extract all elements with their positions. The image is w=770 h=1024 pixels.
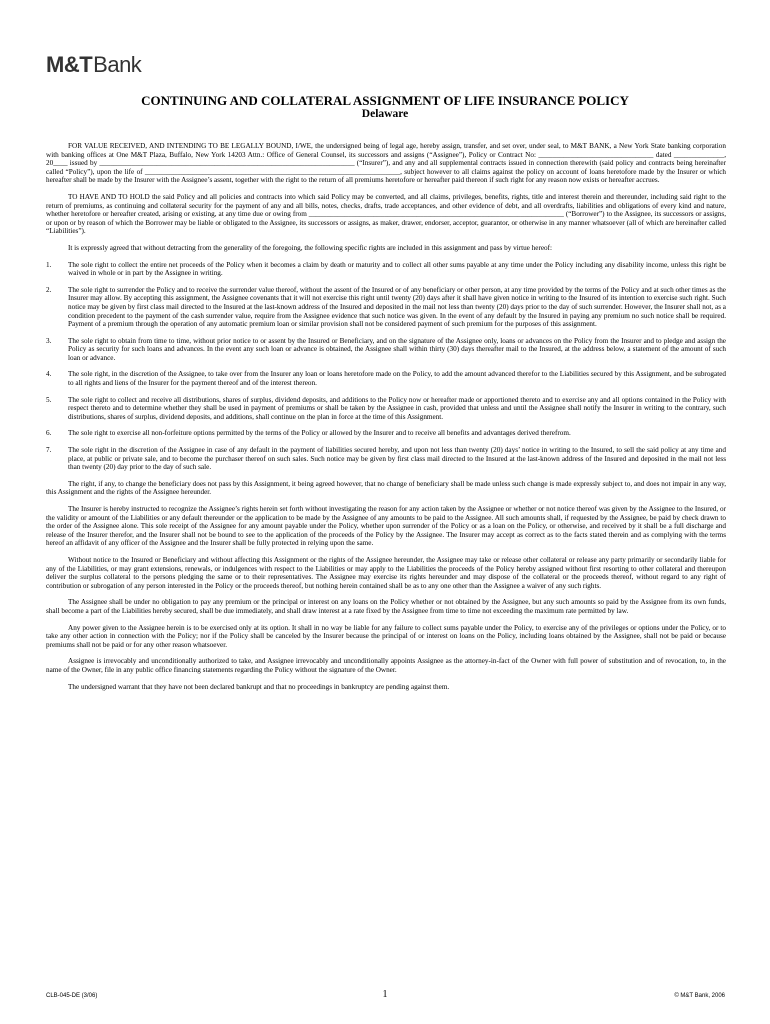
intro-paragraph-2: TO HAVE AND TO HOLD the said Policy and all policies and contracts into which said Policy may be converted, and all claims, privileges, benefits, rights, title and interest therein and thereunder, including said right to the return of premiums, as continuing and collateral security for the payment of any and all bills, notes, checks, drafts, trade acceptances, and other evidence of debt, and all overdrafts, liabilities and obligations of every kind and nature, whether heretofore or hereafter created, arising or existing, at any time due or owing from _______________________________________________________________________ (“Borrower”) to the Assignee, its successors or assigns, or upon or by reason of which the Borrower may be liable or obligated to the Assignee, its successors or assigns, as maker, drawer, endorser, acceptor, guarantor, or otherwise in any manner whatsoever (all of which are hereinafter called “Liabilities”).	[46, 192, 726, 236]
closing-paragraph-6: Assignee is irrevocably and unconditionally authorized to take, and Assignee irrevocably and unconditionally appoints Assignee as the attorney-in-fact of the Owner with full power of substitution and of revocation, to, in the name of the Owner, file in any public office financing statements regarding the Policy without the signature of the Owner.	[46, 657, 726, 674]
item-text: The sole right to surrender the Policy and to receive the surrender value thereof, without the assent of the Insured or of any beneficiary or other person, at any time provided by the terms of the Policy and at such other times as the Insurer may allow. By accepting this assignment, the Assignee covenants that it will not exercise this right until twenty (20) days after it shall have given notice in writing to the Insured of its intention to exercise such right. Such notice may be given by first class mail directed to the Insured at the last-known address of the Insured and deposited in the mail not less than twenty (20) days prior to the day of such surrender. However, the Insurer shall not, as a condition precedent to the payment of the cash surrender value, require from the Assignee evidence that such notice was given. In the event of any default by the Insured in paying any premium no such notice shall be required. Payment of a premium through the operation of any automatic premium loan or similar provision shall not be considered payment of such premium for the purposes of this assignment.	[68, 285, 726, 329]
item-text: The sole right to exercise all non-forfeiture options permitted by the terms of the Policy or allowed by the Insurer and to receive all benefits and advantages derived therefrom.	[68, 429, 571, 438]
item-text: The sole right to obtain from time to time, without prior notice to or assent by the Insured or Beneficiary, and on the signature of the Assignee only, loans or advances on the Policy from the Insurer and to pledge and assign the Policy as security for such loans and advances. In the event any such loan or advance is obtained, the Assignee shall within thirty (30) days thereafter mail to the Insured, at the address below, a statement of the amount of such loan or advance.	[68, 336, 726, 362]
rights-list	[46, 261, 726, 472]
list-item	[46, 261, 726, 278]
closing-paragraph-7: The undersigned warrant that they have not been declared bankrupt and that no proceedings in bankruptcy are pending against them.	[68, 682, 450, 691]
copyright: © M&T Bank, 2006	[674, 993, 725, 999]
item-text: The sole right in the discretion of the Assignee in case of any default in the payment of liabilities secured hereby, and upon not less than twenty (20) days’ notice in writing to the Insured, to sell the said policy at any time and place, at public or private sale, and to become the purchaser thereof on such sales. Such notice may be given by first class mail directed to the Insured at the last-known address of the Insured and deposited in the mail not less than twenty (20) day prior to the day of such sale.	[68, 446, 726, 472]
item-text: The sole right to collect the entire net proceeds of the Policy when it becomes a claim by death or maturity and to collect all other sums payable at any time under the Policy including any disability income, unless this right be waived in whole or in part by the Assignee in writing.	[68, 260, 726, 278]
list-item	[46, 370, 726, 387]
intro-paragraph-1: FOR VALUE RECEIVED, AND INTENDING TO BE LEGALLY BOUND, I/WE, the undersigned being of legal age, hereby assign, transfer, and set over, under seal, to M&T BANK, a New York State banking corporation with banking offices at One M&T Plaza, Buffalo, New York 14203 Attn.: Office of General Counsel, its successors and assigns (“Assignee”), Policy or Contract No: ________________________________ dated ______________, 20____ issued by _______________________________________________________________________ (“Insurer”), and any and all supplemental contracts issued in connection therewith (said policy and contracts being hereinafter called “Policy”), upon the life of _______________________________________________________________________, subject however to all claims against the policy on account of loans heretofore made by the Insurer or which hereafter shall be made by the Insurer with the Assignee’s assent, together with the right to the return of all premiums heretofore or hereafter paid thereon if such right for any reason now exists or hereafter accrues.	[46, 142, 726, 185]
document-title: CONTINUING AND COLLATERAL ASSIGNMENT OF LIFE INSURANCE POLICY	[141, 93, 629, 108]
list-item	[46, 396, 726, 422]
item-number: 6.	[46, 429, 52, 438]
item-number: 7.	[46, 446, 52, 455]
closing-paragraph-2: The Insurer is hereby instructed to recognize the Assignee’s rights herein set forth without investigating the reason for any action taken by the Assignee or whether or not notice thereof was given by the Assignee to the Insured, or the validity or amount of the Liabilities or any default thereunder or the application to be made by the Assignee of any amounts to be paid to the Assignee. All such amounts shall, if requested by the Assignee, be paid by check drawn to the order of the Assignee alone. This sole receipt of the Assignee for any amount payable under the Policy, whether upon surrender of the Policy or as a loan on the Policy, or otherwise, and received by it shall be a full discharge and release of the Insurer therefor, and the Insurer shall not be bound to see to the application of the proceeds of the Policy by the Assignee. The Insurer may accept as correct as to the facts stated therein and as complying with the terms hereof an affidavit of any officer of the Assignee and the Insurer shall be fully protected in relying upon the same.	[46, 505, 726, 548]
item-number: 1.	[46, 260, 52, 269]
item-text: The sole right, in the discretion of the Assignee, to take over from the Insurer any loan or loans heretofore made on the Policy, to add the amount advanced therefor to the Liabilities secured by this Assignment, and be subrogated to all rights and liens of the Insurer for the payment thereof and of the interest thereon.	[68, 370, 726, 388]
intro-paragraph-3: It is expressly agreed that without detracting from the generality of the foregoing, the following specific rights are included in this assignment and pass by virtue hereof:	[68, 243, 553, 252]
list-item	[46, 286, 726, 329]
document-body	[46, 142, 726, 699]
logo-bank: Bank	[93, 52, 142, 77]
list-item	[46, 337, 726, 363]
list-item	[46, 429, 726, 438]
logo-mt: M&T	[46, 52, 93, 77]
closing-paragraph-4: The Assignee shall be under no obligation to pay any premium or the principal or interest on any loans on the Policy whether or not obtained by the Assignee, but any such amounts so paid by the Assignee from its own funds, shall become a part of the Liabilities hereby secured, shall be due immediately, and shall draw interest at a rate fixed by the Assignee from time to time not exceeding the maximum rate permitted by law.	[46, 598, 726, 615]
closing-paragraph-3: Without notice to the Insured or Beneficiary and without affecting this Assignment or the rights of the Assignee hereunder, the Assignee may take or release other collateral or release any party primarily or secondarily liable for any of the Liabilities, or may grant extensions, renewals, or indulgences with respect to the Liabilities or may apply to the Liabilities the proceeds of the Policy hereby assigned without first resorting to other collateral and thereupon deliver the surplus collateral to the persons pledging the same or to their representatives. The Assignee may exercise its rights hereunder and may dispose of the collateral or the proceeds thereof, without regard to any right of contribution or subrogation of any person interested in the Policy or the proceeds thereof, but nothing herein contained shall be as to any one other than the Assignee a waiver of any such rights.	[46, 555, 726, 590]
item-number: 3.	[46, 336, 52, 345]
item-number: 4.	[46, 370, 52, 379]
item-number: 5.	[46, 395, 52, 404]
list-item	[46, 446, 726, 472]
item-text: The sole right to collect and receive all distributions, shares of surplus, dividend deposits, and additions to the Policy now or hereafter made or apportioned thereto and to exercise any and all options contained in the Policy with respect thereto and to determine whether they shall be used in payment of premiums or shall be taken by the Assignee in cash, provided that unless and until the Assignee shall notify the Insurer in writing to the contrary, such distributions, shares of surplus, dividend deposits, and additions, shall continue on the plan in force at the time of this Assignment.	[68, 395, 726, 421]
document-state: Delaware	[361, 108, 409, 120]
item-number: 2.	[46, 285, 52, 294]
bank-logo	[46, 52, 141, 78]
closing-paragraph-5: Any power given to the Assignee herein is to be exercised only at its option. It shall in no way be liable for any failure to collect sums payable under the Policy, to exercise any of the privileges or options under the Policy, or to take any other action in connection with the Policy; nor if the Policy shall be canceled by the Insurer because the principal of or interest on loans on the Policy, including loans obtained by the Assignee, shall not be paid or because premiums shall not be paid or for any other reason whatsoever.	[46, 623, 726, 649]
closing-paragraph-1: The right, if any, to change the beneficiary does not pass by this Assignment, it being agreed however, that no change of beneficiary shall be made unless such change is made expressly subject to, and does not impair in any way, this Assignment and the rights of the Assignee hereunder.	[46, 479, 726, 497]
page-number: 1	[382, 989, 388, 1000]
form-id: CLB-045-DE (3/06)	[46, 993, 98, 999]
